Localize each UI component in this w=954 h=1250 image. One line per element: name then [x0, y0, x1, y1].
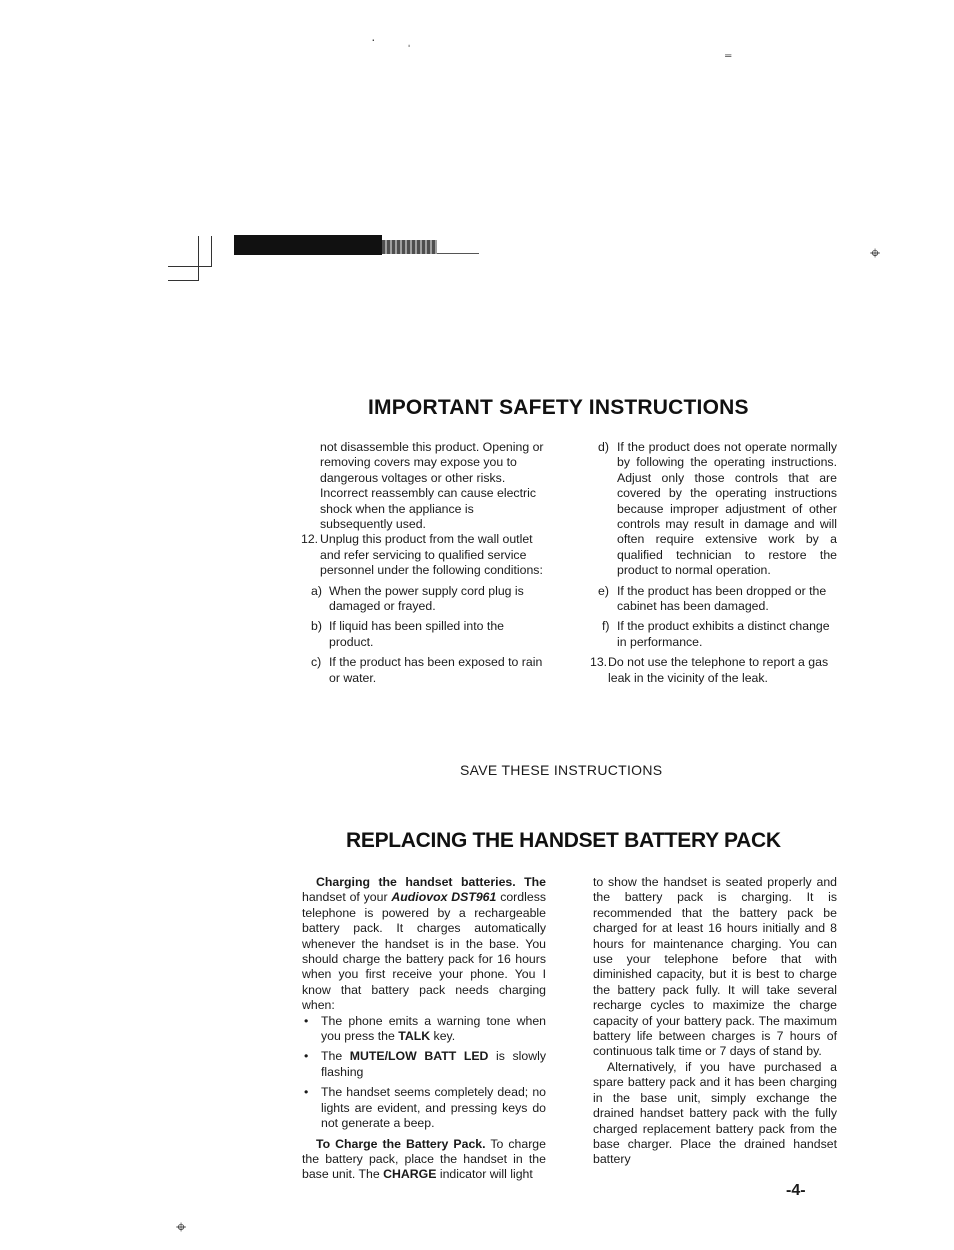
page-number: -4-: [786, 1182, 806, 1199]
item-text: If the product does not operate normally by following the operating instructions. Adjust only those controls that are covered by the operating instructions because improper adjustment of other controls may result in damage and will often require extensive work by a qualified technician to restore the product to normal operation.: [617, 440, 837, 578]
bullet-icon: •: [304, 1013, 309, 1028]
item-text: If the product has been exposed to rain or water.: [329, 655, 543, 685]
list-item: [590, 440, 837, 579]
bullet-icon: •: [304, 1049, 309, 1064]
alternative-paragraph: Alternatively, if you have purchased a spare battery pack and it has been charging in the base unit, simply exchange the drained handset battery pack with the fully charged replacement battery pack from the base charger. Place the drained handset battery: [593, 1059, 837, 1167]
list-item: [590, 619, 837, 650]
safety-title: IMPORTANT SAFETY INSTRUCTIONS: [368, 396, 749, 419]
bullet-icon: •: [304, 1085, 309, 1100]
safety-right-column: [590, 440, 837, 691]
product-name: Audiovox DST961: [391, 890, 497, 905]
battery-left-column: [302, 875, 546, 1183]
item-text: If the product exhibits a distinct change in performance.: [617, 619, 830, 649]
list-item: [301, 655, 545, 686]
to-charge-heading: To Charge the Battery Pack.: [316, 1136, 486, 1151]
list-item: [301, 532, 545, 578]
charging-intro-post: cordless telephone is powered by a rechargeable battery pack. It charges automatically whenever the handset is in the base. You should charge the battery pack for 16 hours when you first receive your phone. You I know that battery pack needs charging when:: [302, 890, 546, 1013]
save-instructions-note: SAVE THESE INSTRUCTIONS: [460, 762, 663, 778]
battery-title: REPLACING THE HANDSET BATTERY PACK: [346, 829, 781, 852]
item-number: 13.: [590, 655, 608, 670]
battery-right-column: [593, 875, 837, 1168]
item-number: 12.: [301, 532, 319, 547]
item-label: e): [598, 583, 609, 598]
list-item: [590, 655, 837, 686]
list-item: [590, 584, 837, 615]
to-charge-text: To charge the battery pack, place the handset in the base unit. The: [302, 1136, 546, 1182]
list-item: [301, 584, 545, 615]
item-label: f): [602, 619, 610, 634]
registration-mark-icon: ⌖: [870, 243, 881, 263]
item-text: If the product has been dropped or the cabinet has been damaged.: [617, 583, 827, 614]
bullet-text: The: [321, 1049, 350, 1064]
item-label: b): [311, 619, 322, 634]
charging-heading: Charging the handset batteries. The: [316, 875, 546, 889]
charging-details: to show the handset is seated properly and the battery pack is charging. It is recommended that the battery pack be charged for at least 16 hours initially and 8 hours for maintenance charging. You can use your telephone before that with diminished capacity, but it is best to charge the battery pack fully. It will take several recharge cycles to maximize the charge capacity of your battery pack. The maximum battery life between charges is 7 hours of continuous talk time or 7 days of stand by.: [593, 875, 837, 1059]
item-text: Unplug this product from the wall outlet and refer servicing to qualified service personnel under the following conditions:: [320, 532, 543, 578]
redaction-bar: [234, 235, 382, 255]
bullet-text: key.: [430, 1029, 456, 1044]
charging-paragraph: [302, 875, 546, 1014]
key-name: TALK: [398, 1029, 431, 1044]
charging-intro-pre: handset of your: [302, 890, 392, 905]
safety-left-column: [301, 440, 545, 691]
item-text: Do not use the telephone to report a gas leak in the vicinity of the leak.: [608, 655, 829, 685]
list-item: [302, 1014, 546, 1045]
item-text: When the power supply cord plug is damaged or frayed.: [329, 583, 524, 614]
indicator-name: CHARGE: [383, 1167, 437, 1182]
list-item: [302, 1085, 546, 1131]
list-item: [301, 619, 545, 650]
scan-speck: ⁼: [724, 51, 733, 68]
registration-mark-icon: ⌖: [176, 1217, 187, 1237]
bullet-text: The handset seems completely dead; no lights are evident, and pressing keys do not generate a beep.: [321, 1085, 546, 1131]
bullet-text: is slowly flashing: [321, 1049, 546, 1079]
item-text: If liquid has been spilled into the product.: [329, 619, 505, 649]
to-charge-text: indicator will light: [436, 1167, 533, 1182]
safety-intro: not disassemble this product. Opening or removing covers may expose you to dangerous voltages or other risks. Incorrect reassembly can cause electric shock when the appliance is subsequently used.: [320, 440, 544, 532]
bullet-text: The phone emits a warning tone when you press the: [321, 1013, 546, 1044]
scan-speck: · ˌ: [371, 31, 412, 47]
item-label: a): [311, 583, 322, 598]
key-name: MUTE/LOW BATT LED: [349, 1049, 489, 1064]
item-label: d): [598, 440, 609, 454]
item-label: c): [311, 655, 322, 670]
redaction-bar: [382, 240, 437, 254]
redaction-bar: [437, 253, 479, 254]
to-charge-paragraph: [302, 1137, 546, 1183]
list-item: [302, 1049, 546, 1080]
